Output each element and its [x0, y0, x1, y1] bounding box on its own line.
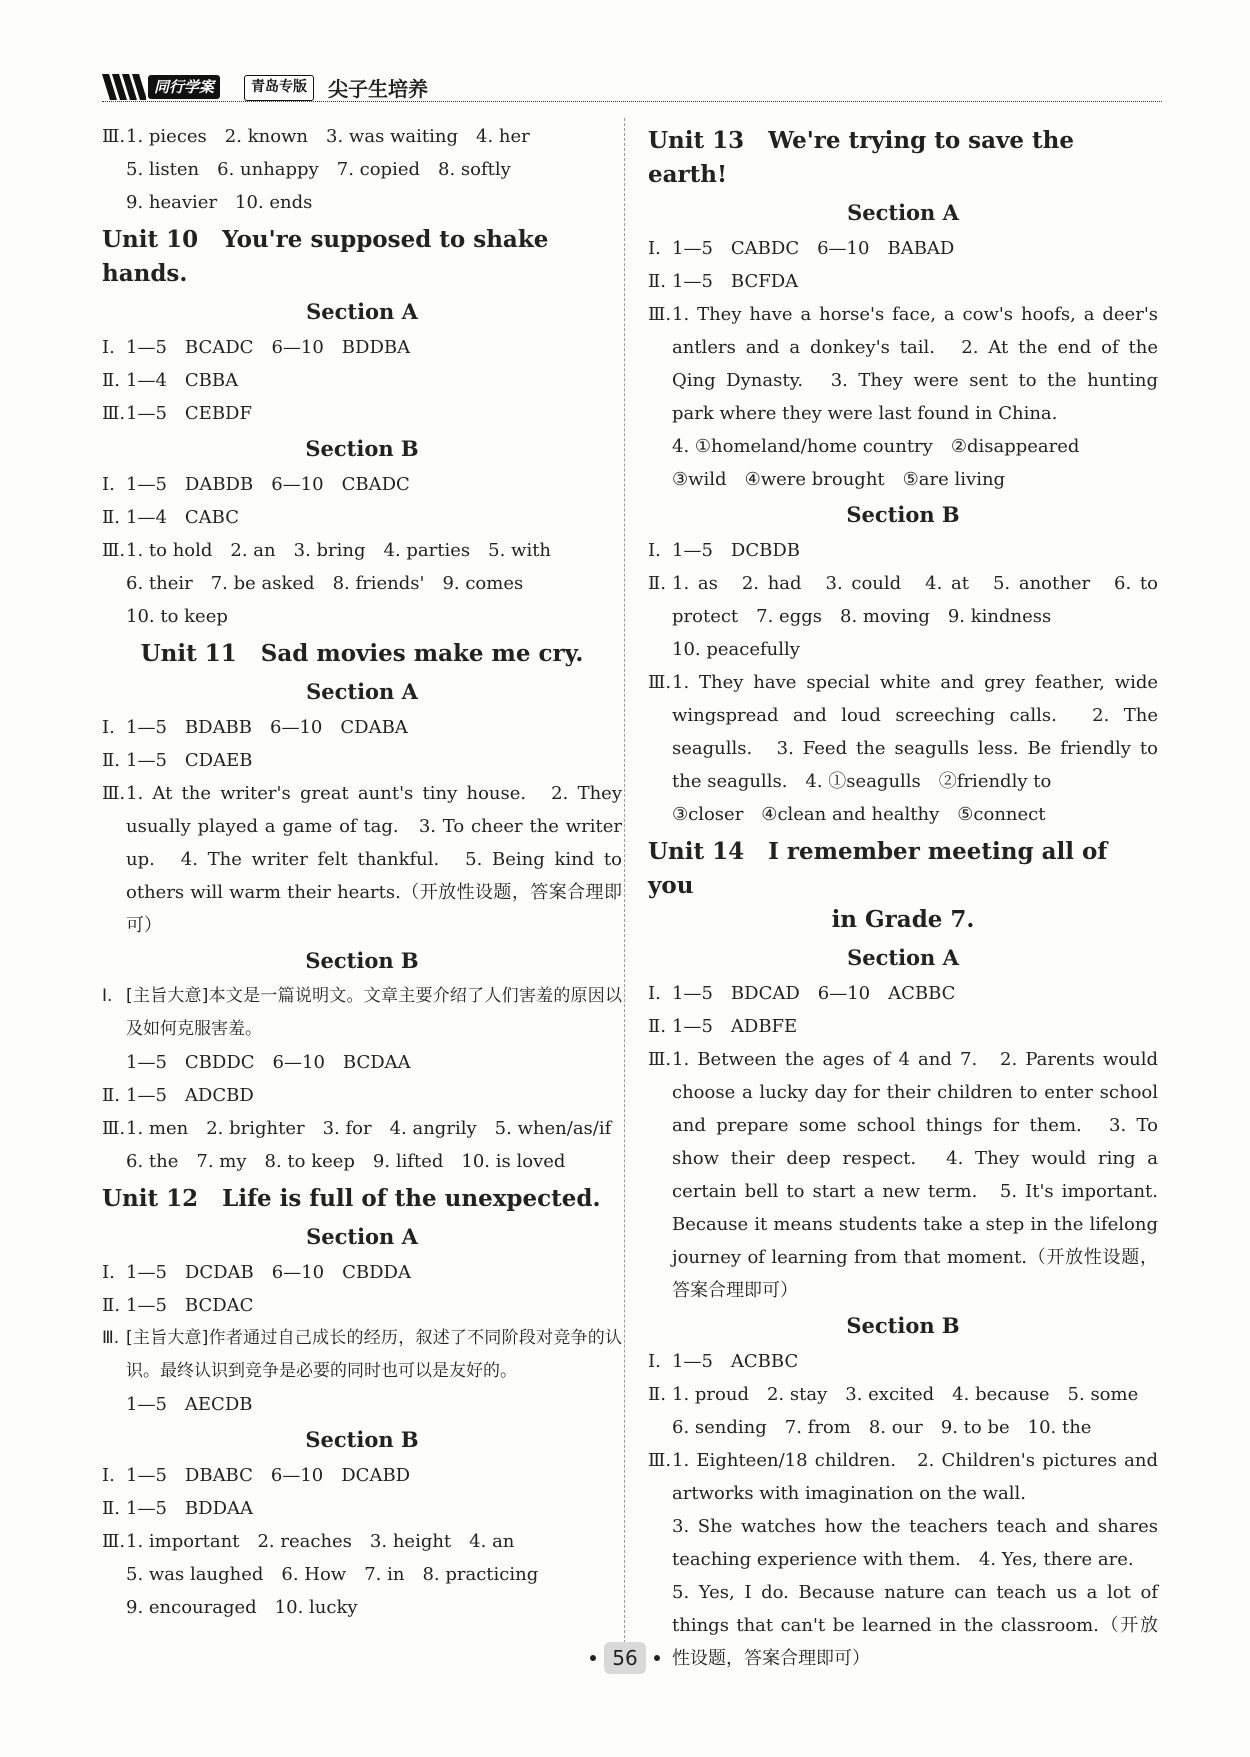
- answer-row: 1—5 AECDB: [126, 1394, 253, 1415]
- page-number: [590, 1642, 660, 1674]
- answer-row: Ⅰ. 1—5 DBABC 6—10 DCABD: [102, 1465, 411, 1486]
- answer-row: Ⅲ.1. to hold 2. an 3. bring 4. parties 5. with: [102, 540, 552, 561]
- answer-row: Ⅰ. 1—5 DABDB 6—10 CBADC: [102, 474, 410, 495]
- page-number-label: 56: [604, 1642, 646, 1674]
- answer-row: 1—5 CBDDC 6—10 BCDAA: [126, 1052, 411, 1073]
- brand-logo: 同行学案: [148, 75, 220, 99]
- answer-row: ③wild ④were brought ⑤are living: [672, 469, 1006, 490]
- answer-paragraph: Ⅲ.1. They have a horse's face, a cow's hoofs, a deer's antlers and a donkey's tail. 2. At the end of the Qing Dynasty. 3. They were sent to the hunting park where they were last found in China.: [648, 304, 1158, 424]
- unit-title: Unit 10 You're supposed to shake hands.: [102, 226, 549, 287]
- answer-row: Ⅰ. 1—5 DCDAB 6—10 CBDDA: [102, 1262, 411, 1283]
- section-title: Section A: [847, 945, 959, 970]
- left-column: [102, 120, 622, 1624]
- summary-paragraph: Ⅰ. [主旨大意]本文是一篇说明文。文章主要介绍了人们害羞的原因以及如何克服害羞。: [102, 986, 623, 1039]
- answer-paragraph: Ⅱ. 1. as 2. had 3. could 4. at 5. another 6. to protect 7. eggs 8. moving 9. kindness: [648, 573, 1158, 627]
- answer-paragraph: Ⅲ.1. Eighteen/18 children. 2. Children's pictures and artworks with imagination on the wall.: [648, 1450, 1158, 1504]
- answer-row: Ⅰ. 1—5 DCBDB: [648, 540, 800, 561]
- header-rule: [102, 101, 1162, 102]
- section-title: Section A: [306, 299, 418, 324]
- answer-row: Ⅱ. 1—5 BCDAC: [102, 1295, 254, 1316]
- section-title: Section B: [846, 1313, 960, 1338]
- unit-title: Unit 14 I remember meeting all of you: [648, 838, 1108, 899]
- answer-row: 6. sending 7. from 8. our 9. to be 10. the: [672, 1417, 1092, 1438]
- answer-row: Ⅰ. 1—5 BDCAD 6—10 ACBBC: [648, 983, 956, 1004]
- answer-row: Ⅰ. 1—5 CABDC 6—10 BABAD: [648, 238, 955, 259]
- answer-row: 5. was laughed 6. How 7. in 8. practicing: [126, 1564, 539, 1585]
- answer-row: 4. ①homeland/home country ②disappeared: [672, 436, 1080, 457]
- answer-paragraph: Ⅲ.1. At the writer's great aunt's tiny house. 2. They usually played a game of tag. 3. To cheer the writer up. 4. The writer felt thankful. 5. Being kind to others will warm their hearts.（开放性设题，答案合理即可）: [102, 783, 622, 936]
- section-title: Section B: [305, 436, 419, 461]
- answer-row: Ⅲ.1. men 2. brighter 3. for 4. angrily 5. when/as/if: [102, 1118, 612, 1139]
- page-header: [102, 70, 1162, 104]
- answer-paragraph: 5. Yes, I do. Because nature can teach us a lot of things that can't be learned in the classroom.（开放性设题，答案合理即可）: [672, 1582, 1158, 1669]
- answer-row: 6. the 7. my 8. to keep 9. lifted 10. is loved: [126, 1151, 566, 1172]
- answer-row: 10. peacefully: [672, 639, 800, 660]
- answer-row: Ⅲ.1. pieces 2. known 3. was waiting 4. her: [102, 126, 530, 147]
- brand-stripes-icon: [102, 74, 146, 100]
- answer-row: Ⅱ. 1—5 ADCBD: [102, 1085, 254, 1106]
- answer-row: Ⅱ. 1—4 CABC: [102, 507, 240, 528]
- answer-row: Ⅲ.1—5 CEBDF: [102, 403, 252, 424]
- answer-row: 9. encouraged 10. lucky: [126, 1597, 358, 1618]
- answer-row: 10. to keep: [126, 606, 228, 627]
- page-number-dot: [654, 1655, 660, 1661]
- unit-title: Unit 13 We're trying to save the earth!: [648, 127, 1075, 188]
- answer-row: Ⅱ. 1—5 BCFDA: [648, 271, 799, 292]
- section-title: Section B: [305, 948, 419, 973]
- answer-paragraph: 3. She watches how the teachers teach and shares teaching experience with them. 4. Yes, there are.: [672, 1516, 1158, 1570]
- series-title: 尖子生培养: [328, 77, 428, 101]
- right-column: [648, 120, 1158, 1675]
- unit-title-continued: in Grade 7.: [831, 906, 975, 933]
- section-title: Section B: [846, 502, 960, 527]
- answer-row: Ⅱ. 1—5 ADBFE: [648, 1016, 798, 1037]
- answer-row: 9. heavier 10. ends: [126, 192, 313, 213]
- answer-row: Ⅱ. 1—4 CBBA: [102, 370, 239, 391]
- edition-badge: 青岛专版: [244, 75, 314, 101]
- unit-title: Unit 11 Sad movies make me cry.: [140, 640, 584, 667]
- summary-paragraph: Ⅲ. [主旨大意]作者通过自己成长的经历，叙述了不同阶段对竞争的认识。最终认识到竞争是必要的同时也可以是友好的。: [102, 1328, 623, 1381]
- section-title: Section A: [306, 1224, 418, 1249]
- answer-row: Ⅱ. 1—5 BDDAA: [102, 1498, 253, 1519]
- answer-row: ③closer ④clean and healthy ⑤connect: [672, 804, 1046, 825]
- answer-row: Ⅱ. 1. proud 2. stay 3. excited 4. because 5. some: [648, 1384, 1139, 1405]
- unit-title: Unit 12 Life is full of the unexpected.: [102, 1185, 601, 1212]
- section-title: Section A: [847, 200, 959, 225]
- answer-paragraph: Ⅲ.1. Between the ages of 4 and 7. 2. Parents would choose a lucky day for their children to enter school and prepare some school things for them. 3. To show their deep respect. 4. They would ring a certain bell to start a new term. 5. It's important. Because it means students take a step in the lifelong journey of learning from that moment.（开放性设题，答案合理即可）: [648, 1049, 1158, 1301]
- answer-row: Ⅰ. 1—5 BDABB 6—10 CDABA: [102, 717, 408, 738]
- answer-row: Ⅱ. 1—5 CDAEB: [102, 750, 253, 771]
- page-number-dot: [590, 1655, 596, 1661]
- column-divider: [624, 118, 625, 1658]
- answer-row: 6. their 7. be asked 8. friends' 9. comes: [126, 573, 524, 594]
- answer-row: 5. listen 6. unhappy 7. copied 8. softly: [126, 159, 511, 180]
- section-title: Section A: [306, 679, 418, 704]
- answer-paragraph: Ⅲ.1. They have special white and grey feather, wide wingspread and loud screeching calls. 2. The seagulls. 3. Feed the seagulls less. Be friendly to the seagulls. 4. ①seagulls ②friendly to: [648, 672, 1158, 792]
- answer-row: Ⅰ. 1—5 ACBBC: [648, 1351, 799, 1372]
- answer-row: Ⅰ. 1—5 BCADC 6—10 BDDBA: [102, 337, 411, 358]
- answer-row: Ⅲ.1. important 2. reaches 3. height 4. an: [102, 1531, 515, 1552]
- section-title: Section B: [305, 1427, 419, 1452]
